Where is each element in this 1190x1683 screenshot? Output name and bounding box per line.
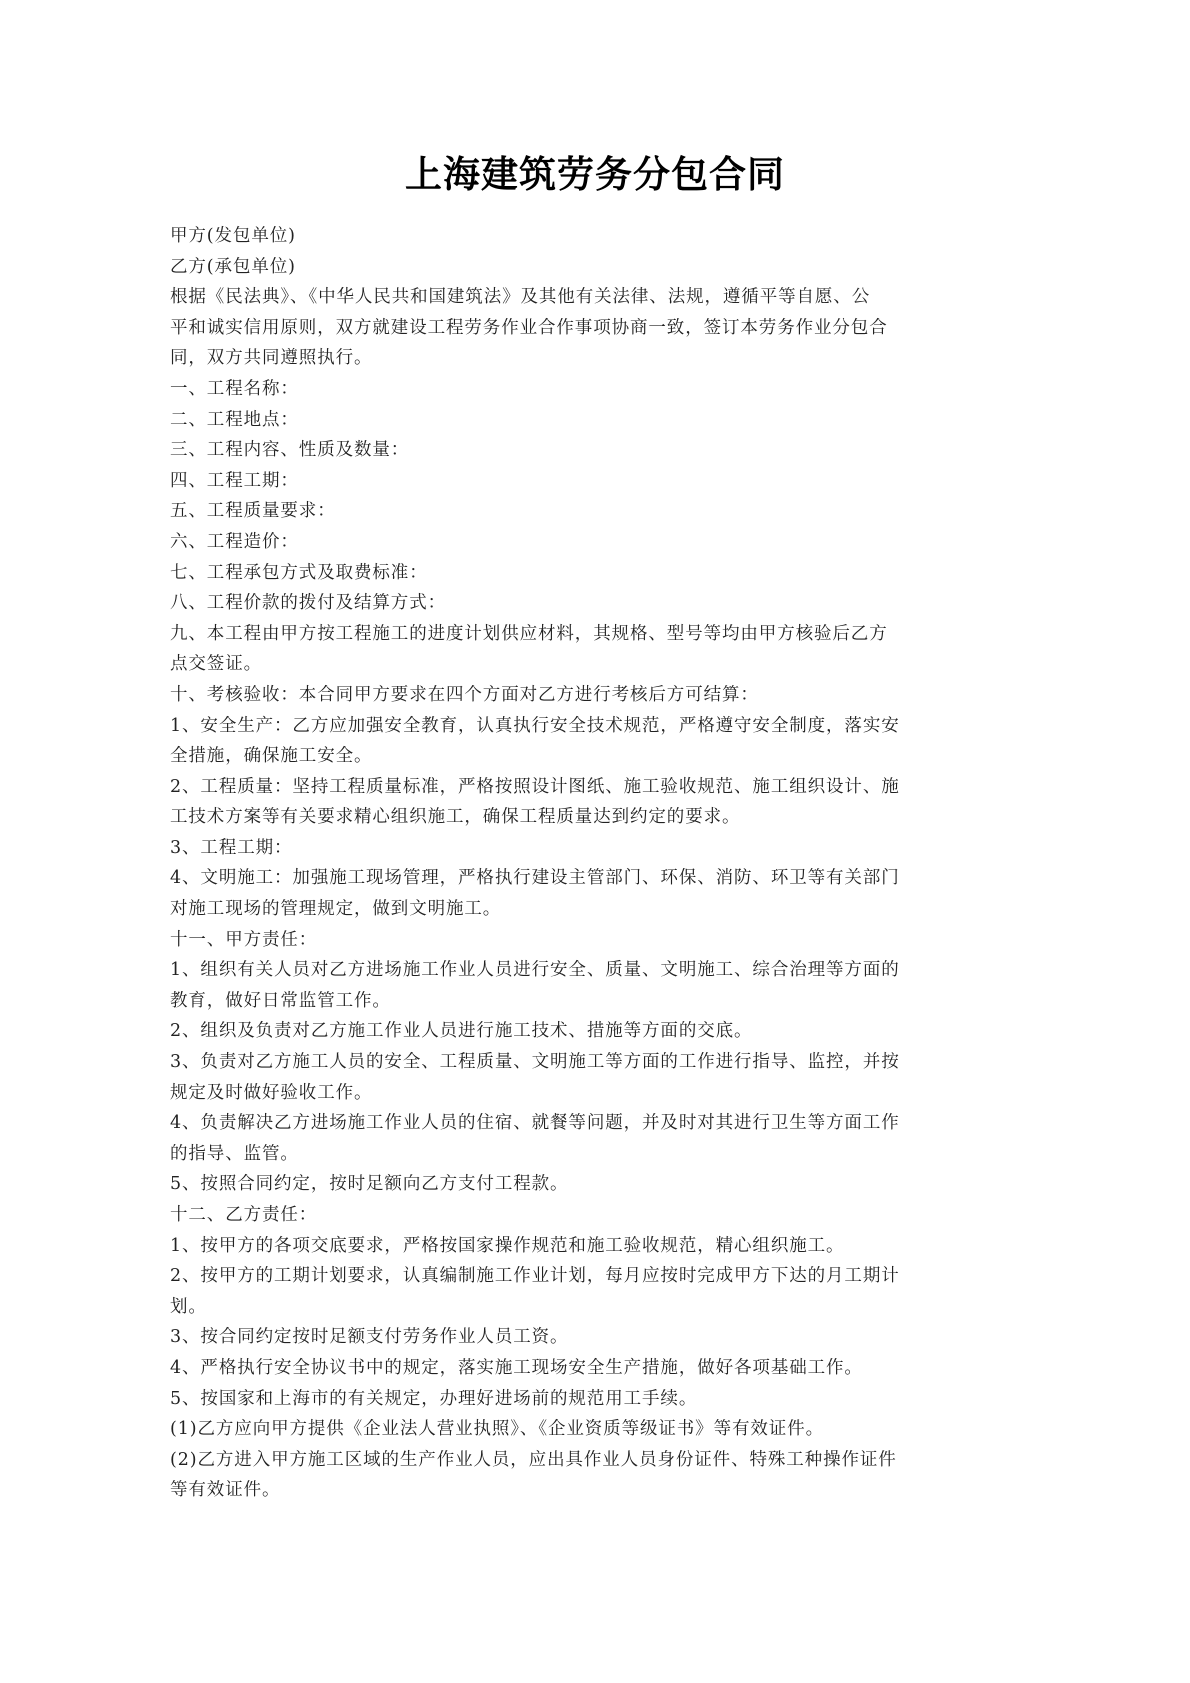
- subclause-safety: 全措施，确保施工安全。: [170, 746, 373, 767]
- party-a-item: 1、组织有关人员对乙方进场施工作业人员进行安全、质量、文明施工、综合治理等方面的: [170, 960, 900, 981]
- clause-payment-settlement: 八、工程价款的拨付及结算方式：: [170, 593, 446, 614]
- party-a-item: 3、负责对乙方施工人员的安全、工程质量、文明施工等方面的工作进行指导、监控，并按: [170, 1052, 900, 1073]
- party-a-item: 的指导、监管。: [170, 1143, 299, 1164]
- party-a-item: 4、负责解决乙方进场施工作业人员的住宿、就餐等问题，并及时对其进行卫生等方面工作: [170, 1113, 900, 1134]
- clause-quality-requirement: 五、工程质量要求：: [170, 501, 336, 522]
- clause-project-cost: 六、工程造价：: [170, 531, 299, 552]
- party-b-item: 3、按合同约定按时足额支付劳务作业人员工资。: [170, 1327, 569, 1348]
- party-b-subitem: 等有效证件。: [170, 1480, 281, 1501]
- document-title: 上海建筑劳务分包合同: [405, 153, 785, 196]
- subclause-duration: 3、工程工期：: [170, 837, 293, 858]
- party-a-line: 甲方(发包单位): [170, 226, 296, 246]
- clause-contracting-method: 七、工程承包方式及取费标准：: [170, 562, 428, 583]
- party-b-item: 2、按甲方的工期计划要求，认真编制施工作业计划，每月应按时完成甲方下达的月工期计: [170, 1266, 900, 1287]
- party-a-item: 教育，做好日常监管工作。: [170, 990, 391, 1011]
- party-b-subitem: (1)乙方应向甲方提供《企业法人营业执照》、《企业资质等级证书》等有效证件。: [170, 1419, 824, 1440]
- document-body: [170, 221, 1022, 1506]
- clause-party-a-responsibilities: 十一、甲方责任：: [170, 929, 318, 950]
- party-a-item: 2、组织及负责对乙方施工作业人员进行施工技术、措施等方面的交底。: [170, 1021, 753, 1042]
- subclause-quality: 工技术方案等有关要求精心组织施工，确保工程质量达到约定的要求。: [170, 807, 741, 828]
- clause-project-name: 一、工程名称：: [170, 378, 299, 399]
- subclause-civilized-construction: 4、文明施工：加强施工现场管理，严格执行建设主管部门、环保、消防、环卫等有关部门: [170, 868, 900, 889]
- clause-inspection-acceptance: 十、考核验收：本合同甲方要求在四个方面对乙方进行考核后方可结算：: [170, 684, 759, 705]
- clause-material-supply: 九、本工程由甲方按工程施工的进度计划供应材料，其规格、型号等均由甲方核验后乙方: [170, 623, 888, 644]
- clause-material-supply: 点交签证。: [170, 654, 262, 675]
- party-a-item: 5、按照合同约定，按时足额向乙方支付工程款。: [170, 1174, 569, 1195]
- clause-project-content: 三、工程内容、性质及数量：: [170, 440, 410, 461]
- clause-project-location: 二、工程地点：: [170, 409, 299, 430]
- subclause-safety: 1、安全生产：乙方应加强安全教育，认真执行安全技术规范，严格遵守安全制度，落实安: [170, 715, 900, 736]
- preamble-line: 同，双方共同遵照执行。: [170, 348, 373, 369]
- party-b-item: 4、严格执行安全协议书中的规定，落实施工现场安全生产措施，做好各项基础工作。: [170, 1357, 863, 1378]
- party-b-subitem: (2)乙方进入甲方施工区域的生产作业人员，应出具作业人员身份证件、特殊工种操作证件: [170, 1449, 897, 1470]
- party-b-item: 1、按甲方的各项交底要求，严格按国家操作规范和施工验收规范，精心组织施工。: [170, 1235, 845, 1256]
- clause-party-b-responsibilities: 十二、乙方责任：: [170, 1205, 318, 1225]
- party-a-item: 规定及时做好验收工作。: [170, 1082, 373, 1103]
- party-b-item: 划。: [170, 1296, 207, 1317]
- party-b-item: 5、按国家和上海市的有关规定，办理好进场前的规范用工手续。: [170, 1388, 698, 1409]
- clause-project-duration: 四、工程工期：: [170, 470, 299, 491]
- preamble-line: 根据《民法典》、《中华人民共和国建筑法》及其他有关法律、法规，遵循平等自愿、公: [170, 287, 871, 308]
- subclause-civilized-construction: 对施工现场的管理规定，做到文明施工。: [170, 899, 502, 920]
- party-b-line: 乙方(承包单位): [170, 256, 296, 277]
- subclause-quality: 2、工程质量：坚持工程质量标准，严格按照设计图纸、施工验收规范、施工组织设计、施: [170, 776, 900, 797]
- preamble-line: 平和诚实信用原则，双方就建设工程劳务作业合作事项协商一致，签订本劳务作业分包合: [170, 317, 888, 338]
